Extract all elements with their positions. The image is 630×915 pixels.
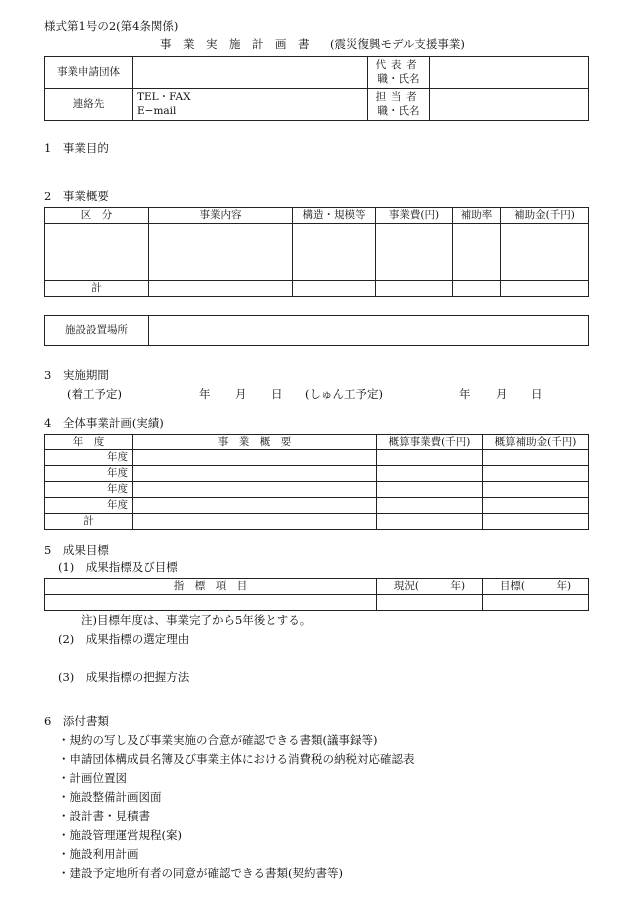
- indicator-entry-row: [45, 595, 589, 611]
- representative-label: 代表者 職・氏名: [368, 57, 430, 89]
- col-category: 区 分: [45, 208, 149, 224]
- attachment-item: ・ 施設管理運営規程(案): [58, 830, 182, 842]
- table-cell[interactable]: [133, 514, 377, 530]
- col-indicator-item: 指 標 項 目: [45, 579, 377, 595]
- table-row: 年度: [45, 450, 589, 466]
- attachment-item: ・ 設計書・見積書: [58, 811, 150, 823]
- col-target: 目標( 年): [483, 579, 589, 595]
- start-label: (着工予定): [67, 387, 122, 401]
- section-5-heading: 5 成果目標: [44, 543, 109, 557]
- table-cell[interactable]: [483, 450, 589, 466]
- table-cell[interactable]: [377, 498, 483, 514]
- table-cell[interactable]: [293, 224, 376, 281]
- section-4-heading: 4 全体事業計画(実績): [44, 416, 164, 430]
- attachment-item: ・ 規約の写し及び事業実施の合意が確認できる書類(議事録等): [58, 735, 377, 747]
- attachment-item: ・ 施設整備計画図面: [58, 792, 162, 804]
- section-5-sub-3: (3) 成果指標の把握方法: [58, 670, 190, 684]
- document-subtitle: (震災復興モデル支援事業): [330, 37, 465, 51]
- indicator-header-row: [45, 579, 589, 595]
- target-year-note: 注)目標年度は、事業完了から5年後とする。: [81, 613, 312, 627]
- plan-total-label: 計: [45, 514, 133, 530]
- table-cell[interactable]: [133, 466, 377, 482]
- email-label: E−mail: [137, 104, 177, 117]
- applicant-table: [44, 56, 589, 121]
- tel-fax-label: TEL・FAX: [137, 90, 191, 103]
- table-cell[interactable]: [377, 466, 483, 482]
- table-cell[interactable]: [377, 514, 483, 530]
- overview-entry-row: [45, 224, 589, 281]
- table-cell[interactable]: [376, 224, 453, 281]
- outcome-indicator-table: [44, 578, 589, 611]
- table-cell[interactable]: [483, 514, 589, 530]
- col-estimated-subsidy: 概算補助金(千円): [483, 435, 589, 450]
- col-summary: 事 業 概 要: [133, 435, 377, 450]
- representative-value[interactable]: [430, 57, 589, 89]
- section-5-sub-1: (1) 成果指標及び目標: [58, 560, 178, 574]
- end-year: 年: [459, 387, 471, 401]
- table-cell[interactable]: [483, 595, 589, 611]
- table-cell[interactable]: [45, 595, 377, 611]
- attachment-item: ・ 申請団体構成員名簿及び事業主体における消費税の納税対応確認表: [58, 754, 415, 766]
- col-current: 現況( 年): [377, 579, 483, 595]
- table-cell[interactable]: [377, 595, 483, 611]
- end-label: (しゅん工予定): [305, 387, 383, 401]
- table-cell[interactable]: [149, 281, 293, 297]
- table-cell[interactable]: [501, 224, 589, 281]
- plan-header-row: [45, 435, 589, 450]
- overview-total-row: [45, 281, 589, 297]
- table-cell[interactable]: [133, 482, 377, 498]
- col-estimated-cost: 概算事業費(千円): [377, 435, 483, 450]
- table-cell[interactable]: [149, 224, 293, 281]
- facility-site-label: 施設設置場所: [45, 316, 149, 346]
- table-row: 年度: [45, 498, 589, 514]
- table-cell[interactable]: [376, 281, 453, 297]
- applicant-label: 事業申請団体: [45, 57, 133, 89]
- facility-site-value[interactable]: [149, 316, 589, 346]
- table-cell[interactable]: [453, 281, 501, 297]
- overview-header-row: [45, 208, 589, 224]
- person-in-charge-value[interactable]: [430, 89, 589, 121]
- end-day: 日: [531, 387, 543, 401]
- start-month: 月: [235, 387, 247, 401]
- document-title: 事 業 実 施 計 画 書: [160, 37, 310, 51]
- section-3-heading: 3 実施期間: [44, 368, 109, 382]
- table-cell[interactable]: [293, 281, 376, 297]
- table-cell[interactable]: [133, 498, 377, 514]
- total-label: 計: [45, 281, 149, 297]
- section-2-heading: 2 事業概要: [44, 189, 109, 203]
- section-6-heading: 6 添付書類: [44, 714, 109, 728]
- col-subsidy: 補助金(千円): [501, 208, 589, 224]
- person-in-charge-label: 担当者 職・氏名: [368, 89, 430, 121]
- col-content: 事業内容: [149, 208, 293, 224]
- facility-site-table: [44, 315, 589, 346]
- section-1-heading: 1 事業目的: [44, 141, 109, 155]
- table-row: 年度: [45, 466, 589, 482]
- table-cell[interactable]: [453, 224, 501, 281]
- col-fiscal-year: 年 度: [45, 435, 133, 450]
- start-year: 年: [199, 387, 211, 401]
- contact-label: 連絡先: [45, 89, 133, 121]
- overall-plan-table: [44, 434, 589, 530]
- end-month: 月: [496, 387, 508, 401]
- table-row: 年度: [45, 482, 589, 498]
- start-day: 日: [271, 387, 283, 401]
- col-cost: 事業費(円): [376, 208, 453, 224]
- section-5-sub-2: (2) 成果指標の選定理由: [58, 632, 190, 646]
- table-cell[interactable]: [133, 450, 377, 466]
- applicant-value[interactable]: [133, 57, 368, 89]
- form-number: 様式第1号の2(第4条関係): [44, 19, 179, 33]
- table-cell[interactable]: [483, 498, 589, 514]
- attachment-item: ・ 計画位置図: [58, 773, 127, 785]
- table-cell[interactable]: [377, 482, 483, 498]
- table-cell[interactable]: [45, 224, 149, 281]
- table-cell[interactable]: [501, 281, 589, 297]
- plan-total-row: [45, 514, 589, 530]
- table-cell[interactable]: [377, 450, 483, 466]
- table-cell[interactable]: [483, 482, 589, 498]
- contact-value[interactable]: [133, 89, 368, 121]
- col-structure: 構造・規模等: [293, 208, 376, 224]
- attachment-item: ・ 施設利用計画: [58, 849, 139, 861]
- col-rate: 補助率: [453, 208, 501, 224]
- attachment-item: ・ 建設予定地所有者の同意が確認できる書類(契約書等): [58, 868, 343, 880]
- table-cell[interactable]: [483, 466, 589, 482]
- project-overview-table: [44, 207, 589, 297]
